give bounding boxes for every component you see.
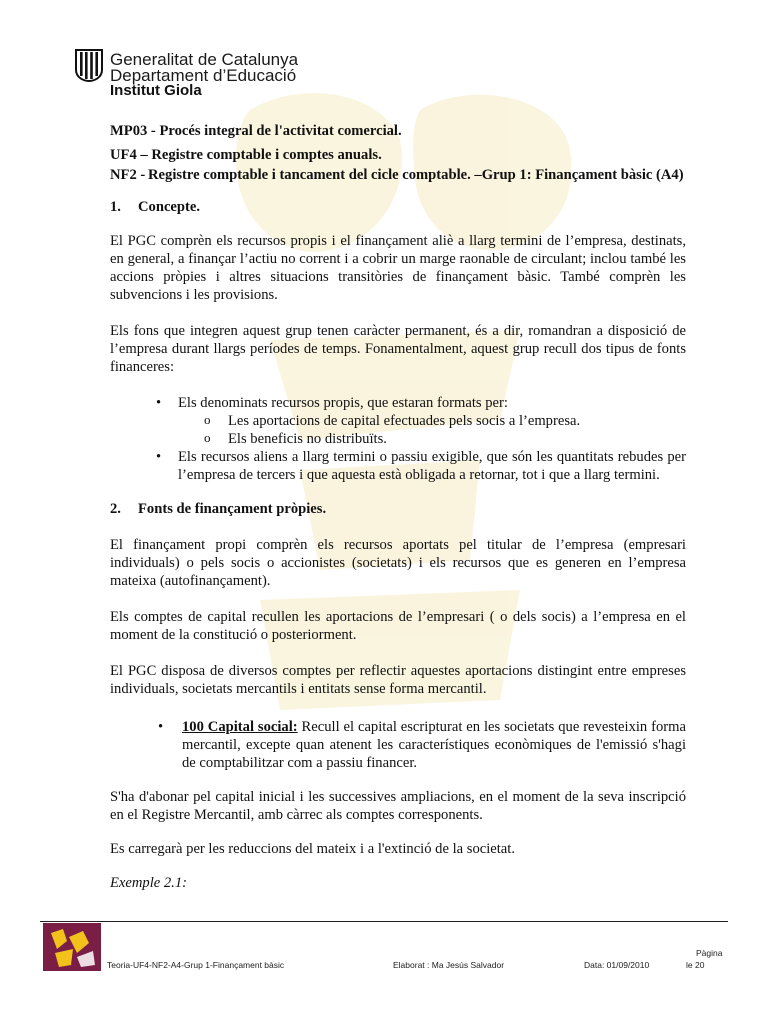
nf2-title: [110, 166, 686, 184]
institute-name: Institut Giola: [110, 82, 202, 99]
footer-author: Elaborat : Ma Jesús Salvador: [393, 960, 505, 970]
account-100-text: Recull el capital escripturat en les societats que revesteixin forma mercantil, excepte quan atenent les característiques econòmiques de l'emissió s'hagi de comptabilitzar com a passiu financer.: [182, 719, 686, 771]
bullet-own-resources: Els denominats recursos propis, que estaran formats per:: [178, 395, 508, 411]
nf2-text: Registre comptable i tancament del cicle comptable. –Grup 1: Finançament bàsic (A4): [148, 167, 684, 183]
funding-sources-list: [154, 394, 686, 484]
list-item: [154, 394, 686, 448]
example-heading: Exemple 2.1:: [110, 875, 187, 891]
section-1-number: 1.: [110, 199, 121, 215]
module-title: MP03 - Procés integral de l'activitat comercial.: [110, 123, 402, 139]
department-name: Departament d’Educació: [110, 66, 297, 85]
section-2-heading: [110, 500, 686, 518]
list-item: • Els recursos aliens a llarg termini o passiu exigible, que són les quantitats rebudes per l’empresa de tercers i que aquesta està obligada a retornar, tot i que a llarg termini.: [154, 448, 686, 484]
section-2-paragraph-5: Es carregarà per les reduccions del mateix i a l'extinció de la societat.: [110, 841, 515, 857]
section-2-paragraph-4: S'ha d'abonar pel capital inicial i les successives ampliacions, en el moment de la seva inscripció en el Registre Mercantil, amb càrrec als comptes corresponents.: [110, 789, 686, 823]
own-resources-sublist: [204, 412, 686, 448]
list-item: o Les aportacions de capital efectuades pels socis a l’empresa.: [204, 412, 686, 430]
generalitat-name: Generalitat de Catalunya: [110, 50, 299, 69]
accounts-list: [158, 718, 686, 772]
list-item: [158, 718, 686, 772]
section-2-paragraph-2: Els comptes de capital recullen les aportacions de l’empresari ( o dels socis) a l’empresa en el moment de la constitució o posteriorment.: [110, 609, 686, 643]
footer-date: Data: 01/09/2010: [584, 960, 650, 970]
account-100-label: 100 Capital social:: [182, 719, 298, 735]
page-label: Pàgina: [696, 948, 723, 958]
footer-document-name: Teoria-UF4-NF2-A4-Grup 1-Finançament bàsic: [107, 960, 285, 970]
footer-divider: [40, 921, 728, 922]
nf2-label: NF2 -: [110, 167, 146, 183]
section-2-number: 2.: [110, 501, 121, 517]
section-1-paragraph-2: Els fons que integren aquest grup tenen caràcter permanent, és a dir, romandran a disposició de l’empresa durant llargs períodes de temps. Fonamentalment, aquest grup recull dos tipus de fonts financeres:: [110, 323, 686, 375]
section-2-title: Fonts de finançament pròpies.: [138, 501, 327, 517]
section-1-title: Concepte.: [138, 199, 201, 215]
generalitat-emblem-icon: [74, 48, 104, 82]
unit-title: UF4 – Registre comptable i comptes anuals.: [110, 147, 382, 163]
section-2-paragraph-3: El PGC disposa de diversos comptes per reflectir aquestes aportacions distingint entre empreses individuals, societats mercantils i entitats sense forma mercantil.: [110, 663, 686, 697]
section-1-heading: [110, 198, 686, 216]
section-1-paragraph-1: El PGC comprèn els recursos propis i el finançament aliè a llarg termini de l’empresa, destinats, en general, a finançar l’actiu no corrent i a cobrir un marge raonable de circulant; inclou també les accions pròpies i altres situacions transitòries de finançament bàsic. També comprèn les subvencions i les provisions.: [110, 233, 686, 303]
list-item: o Els beneficis no distribuïts.: [204, 430, 686, 448]
section-2-paragraph-1: El finançament propi comprèn els recursos aportats pel titular de l’empresa (empresari individuals) o pels socis o accionistes (societats) i els recursos que es generen en l’empresa mateixa (autofinançament).: [110, 537, 686, 589]
document-body: [110, 122, 686, 892]
institute-logo-icon: [43, 923, 101, 971]
footer-page-number: le 20: [686, 960, 705, 970]
